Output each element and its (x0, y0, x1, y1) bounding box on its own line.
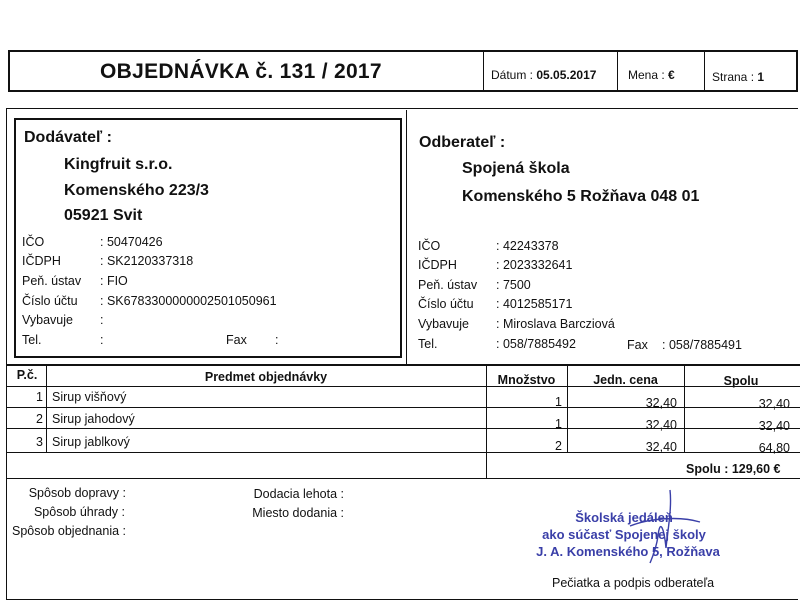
supplier-heading: Dodávateľ : (24, 129, 112, 146)
col-header-item: Predmet objednávky (204, 370, 328, 384)
supplier-field-handler-label: Vybavuje (22, 313, 73, 327)
page-title: OBJEDNÁVKA č. 131 / 2017 (100, 60, 382, 83)
stamp-line-3: J. A. Komenského 5, Rožňava (536, 544, 720, 559)
table-row-item: Sirup jablkový (52, 435, 130, 449)
signature-scribble (600, 488, 710, 568)
page-field (712, 70, 764, 84)
col-header-no: P.č. (16, 368, 38, 382)
stamp-line-1: Školská jedáleň (575, 510, 673, 525)
supplier-field-tel-label: Tel. (22, 333, 42, 347)
customer-field-tel-value: : 058/7885492 (496, 337, 576, 351)
supplier-city: 05921 Svit (64, 207, 143, 224)
table-row-total: 32,40 (758, 397, 790, 411)
table-row-unit: 32,40 (645, 396, 677, 410)
table-row-item: Sirup višňový (52, 390, 127, 404)
supplier-fax-value: : (275, 333, 279, 347)
supplier-name: Kingfruit s.r.o. (64, 156, 173, 173)
customer-name: Spojená škola (462, 160, 570, 177)
table-row-no: 2 (36, 412, 43, 426)
customer-field-ico-label: IČO (418, 239, 441, 253)
table-row-qty: 2 (555, 439, 562, 453)
col-header-unit: Jedn. cena (593, 373, 658, 387)
sum-row (686, 462, 781, 476)
signature-label: Pečiatka a podpis odberateľa (552, 576, 715, 590)
supplier-street: Komenského 223/3 (64, 182, 209, 199)
supplier-field-tel-value: : (100, 333, 104, 347)
table-row-no: 3 (36, 435, 43, 449)
supplier-field-account-value: : SK6783300000002501050961 (100, 294, 277, 308)
delivery-place-label: Miesto dodania : (252, 506, 344, 520)
customer-field-ico-value: : 42243378 (496, 239, 559, 253)
customer-field-handler-label: Vybavuje (418, 317, 469, 331)
currency-label: Mena : (628, 68, 665, 82)
currency-value: € (668, 68, 675, 82)
transport-label: Spôsob dopravy : (28, 486, 126, 500)
payment-label: Spôsob úhrady : (33, 505, 125, 519)
table-row-qty: 1 (555, 395, 562, 409)
table-row-total: 64,80 (758, 441, 790, 455)
customer-fax-label: Fax (627, 338, 648, 352)
date-value: 05.05.2017 (536, 68, 597, 82)
supplier-field-account-label: Číslo účtu (22, 294, 78, 308)
supplier-fax-label: Fax (226, 333, 247, 347)
customer-field-account-value: : 4012585171 (496, 297, 573, 311)
customer-field-icdph-value: : 2023332641 (496, 258, 573, 272)
supplier-field-ico-label: IČO (22, 235, 45, 249)
customer-address: Komenského 5 Rožňava 048 01 (462, 188, 700, 205)
col-header-qty: Množstvo (497, 373, 556, 387)
customer-heading: Odberateľ : (419, 134, 506, 151)
customer-fax-value: : 058/7885491 (662, 338, 742, 352)
customer-field-handler-value: : Miroslava Barcziová (496, 317, 615, 331)
date-field (491, 68, 596, 82)
customer-field-bank-value: : 7500 (496, 278, 531, 292)
currency-field (628, 68, 675, 82)
supplier-field-icdph-value: : SK2120337318 (100, 254, 194, 268)
sum-label: Spolu : (686, 462, 729, 476)
table-row-unit: 32,40 (645, 440, 677, 454)
date-label: Dátum : (491, 68, 534, 82)
supplier-field-bank-label: Peň. ústav (22, 274, 82, 288)
order-method-label: Spôsob objednania : (12, 524, 126, 538)
page-label: Strana : (712, 70, 755, 84)
customer-field-account-label: Číslo účtu (418, 297, 474, 311)
table-row-item: Sirup jahodový (52, 412, 135, 426)
supplier-field-bank-value: : FIO (100, 274, 128, 288)
table-row-no: 1 (36, 390, 43, 404)
table-row-total: 32,40 (758, 419, 790, 433)
customer-field-bank-label: Peň. ústav (418, 278, 478, 292)
page-value: 1 (757, 70, 765, 84)
stamp-line-2: ako súčasť Spojenej školy (542, 527, 706, 542)
table-row-qty: 1 (555, 417, 562, 431)
supplier-field-ico-value: : 50470426 (100, 235, 163, 249)
delivery-term-label: Dodacia lehota : (253, 487, 344, 501)
supplier-field-icdph-label: IČDPH (22, 254, 61, 268)
table-row-unit: 32,40 (645, 418, 677, 432)
col-header-total: Spolu (723, 374, 759, 388)
customer-field-tel-label: Tel. (418, 337, 438, 351)
customer-field-icdph-label: IČDPH (418, 258, 457, 272)
supplier-field-handler-value: : (100, 313, 104, 327)
sum-value: 129,60 € (731, 462, 781, 476)
